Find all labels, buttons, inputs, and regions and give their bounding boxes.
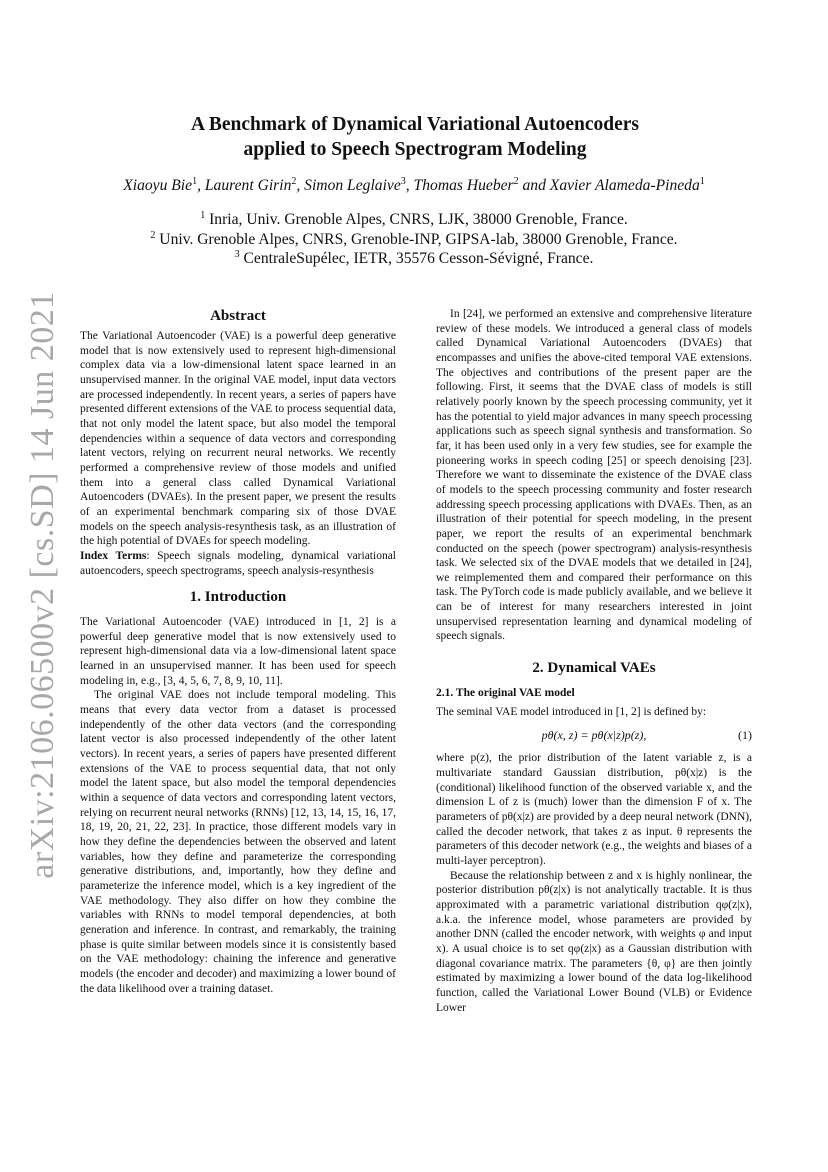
- author-affiliation-marker: 3: [400, 176, 406, 187]
- author-name: Thomas Hueber: [413, 177, 514, 194]
- author-separator: ,: [405, 177, 414, 194]
- affiliation-text: Univ. Grenoble Alpes, CNRS, Grenoble-INP, GIPSA-lab, 38000 Grenoble, France.: [155, 230, 678, 248]
- affiliation-text: CentraleSupélec, IETR, 35576 Cesson-Sévigné, France.: [239, 250, 594, 267]
- author-separator: ,: [197, 177, 205, 194]
- affiliation-number: 2: [150, 229, 156, 241]
- affiliation-text: Inria, Univ. Grenoble Alpes, CNRS, LJK, 38000 Grenoble, France.: [205, 211, 628, 228]
- dvae-heading: 2. Dynamical VAEs: [532, 660, 656, 677]
- vae-paragraph-3: Because the relationship between z and x is highly nonlinear, the posterior distribution pθ(z|x) is not analytically tractable. It is thus approximated with a parametric variational distribution qφ(z|x), a.k.a. the inference model, whose parameters are provided by another DNN (called the encoder network, with weights φ and input x). A usual choice is to set qφ(z|x) as a Gaussian distribution with diagonal covariance matrix. The parameters {θ, φ} are then jointly estimated by maximizing a lower bound of the data log-likelihood function, called the Variational Lower Bound (VLB) or Evidence Lower: [436, 869, 752, 1014]
- equation-1: [436, 727, 752, 743]
- vae-paragraph-1: The seminal VAE model introduced in [1, 2] is defined by:: [436, 705, 707, 718]
- affiliation-line: [80, 230, 748, 250]
- arxiv-identifier: [18, 290, 68, 879]
- affiliation-number: 1: [200, 210, 206, 221]
- author-separator: ,: [296, 177, 305, 194]
- affiliation-line: [80, 249, 748, 269]
- intro-paragraph-3: In [24], we performed an extensive and comprehensive literature review of these models. We introduced a general class of models called Dynamical Variational Autoencoders (DVAEs) that encompasses and unifies the above-cited temporal VAE extensions. The objectives and contributions of the present paper are the following. First, it seems that the DVAE class of models is still relatively poorly known by the speech processing community, yet it has the potential to yield major advances in many speech processing applications such as speech signal synthesis and transformation. So far, it has been used only in a very few studies, see for example the pioneering works in speech coding [25] or speech denoising [23]. Therefore we want to disseminate the existence of the DVAE class of models to the speech processing community and foster research addressing speech processing applications with DVAEs. Then, as an illustration of their potential for speech modeling, in the present paper, we report the results of an experimental benchmark conducted on the speech (power spectrogram) analysis-resynthesis task. We selected six of the DVAE models that we detailed in [24], we reimplemented them and compared their performance on this task. The PyTorch code is made publicly available, and we believe it can be of interest for many researchers interested in joint unsupervised representation learning and dynamical modeling of speech signals.: [436, 308, 752, 643]
- author-affiliation-marker: 2: [291, 176, 297, 187]
- equation-number: (1): [738, 728, 752, 743]
- affiliation-number: 3: [234, 249, 240, 260]
- author-list: [80, 176, 748, 196]
- affiliation-line: [80, 210, 748, 230]
- title-line-2: applied to Speech Spectrogram Modeling: [243, 139, 587, 160]
- author-affiliation-marker: 1: [699, 176, 705, 187]
- index-terms-text: : Speech signals modeling, dynamical variational autoencoders, speech spectrograms, speech analysis-resynthesis: [80, 549, 396, 577]
- paper-title: [100, 112, 730, 162]
- index-terms: [80, 549, 396, 578]
- author-name: Simon Leglaive: [304, 177, 401, 194]
- index-terms-label: Index Terms: [80, 549, 147, 562]
- intro-paragraph-2: The original VAE does not include temporal modeling. This means that every data vector from a dataset is processed independently of the other data vectors (and the corresponding latent vector is also processed independently of the other latent vectors). In recent years, a series of papers have presented different extensions of the VAE to process sequential data, that not only model the latent space, but also model the temporal dependencies within a sequence of data vectors and corresponding latent vectors, relying on recurrent neural networks (RNNs) [12, 13, 14, 15, 16, 17, 18, 19, 20, 21, 22, 23]. In practice, those different models vary in how they define the dependencies between the observed and latent variables, how they define and parameterize the corresponding generative distributions, and, importantly, how they define and parameterize the inference model, which is a key ingredient of the VAE methodology. They also differ on how they combine the variables with RNNs to model temporal dependencies, at both generation and inference. In contrast, and remarkably, the training phase is quite similar between models since it is consistently based on the VAE methodology: chaining the inference and generative models (the encoder and decoder) and maximizing a lower bound of the data likelihood over a training dataset.: [80, 689, 396, 995]
- vae-paragraph-2: where p(z), the prior distribution of the latent variable z, is a multivariate standard Gaussian distribution, pθ(x|z) is the (conditional) likelihood function of the observed variable x, and the dimension L of z is (much) lower than the dimension F of x. The parameters of pθ(x|z) are provided by a deep neural network (DNN), called the decoder network, that takes z as input. θ represents the parameters of this decoder network (e.g., the weights and biases of a multi-layer perceptron).: [436, 752, 752, 867]
- author-name: Laurent Girin: [204, 177, 292, 194]
- author-affiliation-marker: 1: [192, 176, 198, 187]
- title-line-1: A Benchmark of Dynamical Variational Autoencoders: [191, 114, 639, 135]
- abstract-text: The Variational Autoencoder (VAE) is a powerful deep generative model that is now extensively used to represent high-dimensional complex data via a low-dimensional latent space learned in an unsupervised manner. In the original VAE model, input data vectors are processed independently. In recent years, a series of papers have presented different extensions of the VAE to process sequential data, that not only model the latent space, but also model the temporal dependencies within a sequence of data vectors and corresponding latent vectors, relying on recurrent neural networks. We recently performed a comprehensive review of those models and unified them into a general class called Dynamical Variational Autoencoders (DVAEs). In the present paper, we present the results of an experimental benchmark comparing six of those DVAE models on the speech analysis-resynthesis task, as an illustration of the high potential of DVAEs for speech modeling.: [80, 330, 396, 548]
- right-column: [436, 307, 752, 1015]
- arxiv-id-text: arXiv:2106.06500v2 [cs.SD] 14 Jun 2021: [24, 290, 61, 879]
- abstract-heading: Abstract: [210, 308, 266, 324]
- author-name: Xiaoyu Bie: [123, 177, 193, 194]
- left-column: [80, 307, 396, 996]
- author-name: Xavier Alameda-Pineda: [549, 177, 700, 194]
- introduction-heading: 1. Introduction: [189, 589, 287, 606]
- vae-subheading: 2.1. The original VAE model: [436, 687, 575, 700]
- author-separator: and: [518, 177, 550, 194]
- intro-paragraph-1: The Variational Autoencoder (VAE) introduced in [1, 2] is a powerful deep generative model that is now extensively used to represent high-dimensional data via a low-dimensional latent space learned in an unsupervised manner. It has been used for speech modeling in, e.g., [3, 4, 5, 6, 7, 8, 9, 10, 11].: [80, 616, 396, 687]
- equation-text: pθ(x, z) = pθ(x|z)p(z),: [541, 728, 647, 743]
- author-affiliation-marker: 2: [513, 176, 519, 187]
- affiliation-list: [80, 210, 748, 269]
